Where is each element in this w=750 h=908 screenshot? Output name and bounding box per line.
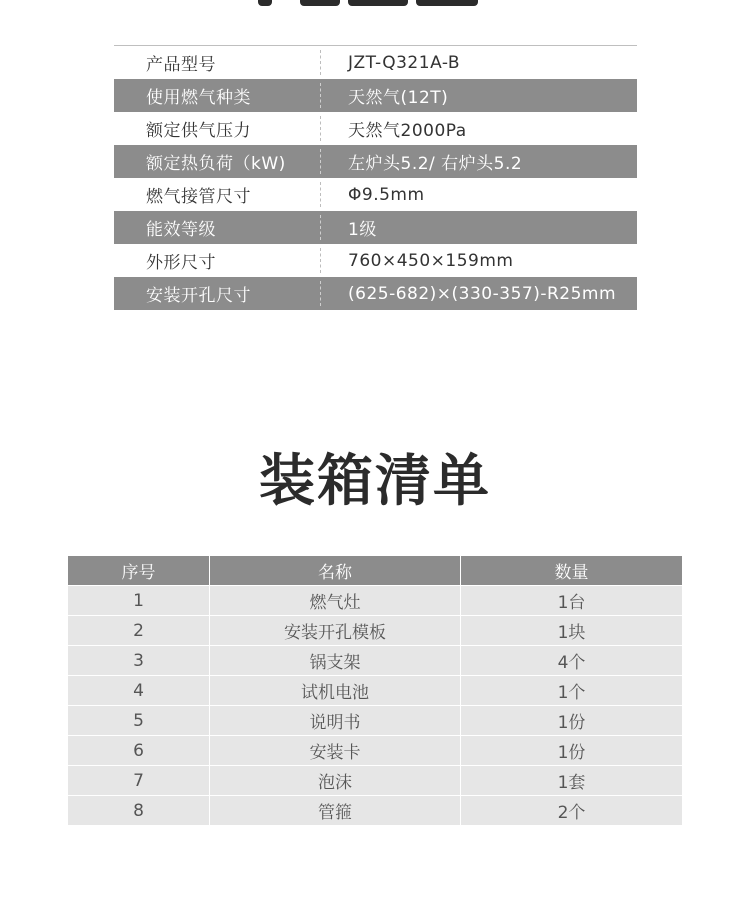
spec-key: 使用燃气种类 bbox=[146, 88, 251, 108]
spec-row bbox=[114, 145, 637, 178]
table-row bbox=[68, 616, 682, 645]
spec-row bbox=[114, 211, 637, 244]
row-quantity: 1台 bbox=[557, 593, 586, 613]
spec-key: 额定供气压力 bbox=[146, 121, 251, 141]
spec-value: 天然气2000Pa bbox=[348, 121, 467, 141]
packing-list-title: 装箱清单 bbox=[259, 449, 491, 514]
header-index: 序号 bbox=[68, 556, 210, 585]
table-header-row bbox=[68, 556, 682, 585]
table-row bbox=[68, 646, 682, 675]
packing-list-table bbox=[68, 556, 682, 826]
cropped-section-heading bbox=[0, 0, 750, 8]
table-row bbox=[68, 676, 682, 705]
spec-row bbox=[114, 244, 637, 277]
row-index: 5 bbox=[68, 706, 210, 735]
spec-value: 1级 bbox=[348, 220, 377, 240]
spec-value: JZT-Q321A-B bbox=[348, 52, 461, 73]
row-index: 7 bbox=[68, 766, 210, 795]
row-quantity: 1个 bbox=[557, 683, 586, 703]
table-row bbox=[68, 736, 682, 765]
spec-key: 产品型号 bbox=[146, 55, 216, 75]
spec-key: 能效等级 bbox=[146, 220, 216, 240]
spec-key: 安装开孔尺寸 bbox=[146, 286, 251, 306]
spec-value: 天然气(12T) bbox=[348, 88, 449, 108]
row-index: 4 bbox=[68, 676, 210, 705]
header-quantity: 数量 bbox=[554, 563, 589, 583]
row-name: 试机电池 bbox=[210, 676, 461, 705]
row-name: 泡沫 bbox=[210, 766, 461, 795]
row-index: 6 bbox=[68, 736, 210, 765]
row-index: 3 bbox=[68, 646, 210, 675]
spec-row bbox=[114, 46, 637, 79]
row-index: 8 bbox=[68, 796, 210, 825]
table-row bbox=[68, 766, 682, 795]
row-quantity: 1份 bbox=[557, 743, 586, 763]
spec-row bbox=[114, 112, 637, 145]
spec-value: (625-682)×(330-357)-R25mm bbox=[348, 283, 617, 304]
row-name: 安装开孔模板 bbox=[210, 616, 461, 645]
row-index: 2 bbox=[68, 616, 210, 645]
spec-key: 额定热负荷（kW) bbox=[146, 154, 286, 174]
spec-table bbox=[114, 45, 637, 310]
spec-row bbox=[114, 277, 637, 310]
row-quantity: 1套 bbox=[557, 773, 586, 793]
spec-value: 760×450×159mm bbox=[348, 250, 514, 271]
row-name: 说明书 bbox=[210, 706, 461, 735]
row-quantity: 1块 bbox=[557, 623, 586, 643]
row-name: 锅支架 bbox=[210, 646, 461, 675]
spec-key: 外形尺寸 bbox=[146, 253, 216, 273]
header-name: 名称 bbox=[210, 556, 461, 585]
row-quantity: 4个 bbox=[557, 653, 586, 673]
spec-value: 左炉头5.2/ 右炉头5.2 bbox=[348, 154, 523, 174]
row-name: 燃气灶 bbox=[210, 586, 461, 615]
spec-row bbox=[114, 79, 637, 112]
row-quantity: 2个 bbox=[557, 803, 586, 823]
spec-value: Φ9.5mm bbox=[348, 184, 425, 205]
row-quantity: 1份 bbox=[557, 713, 586, 733]
table-row bbox=[68, 796, 682, 825]
spec-key: 燃气接管尺寸 bbox=[146, 187, 251, 207]
table-row bbox=[68, 586, 682, 615]
row-index: 1 bbox=[68, 586, 210, 615]
row-name: 管箍 bbox=[210, 796, 461, 825]
row-name: 安装卡 bbox=[210, 736, 461, 765]
spec-row bbox=[114, 178, 637, 211]
table-row bbox=[68, 706, 682, 735]
